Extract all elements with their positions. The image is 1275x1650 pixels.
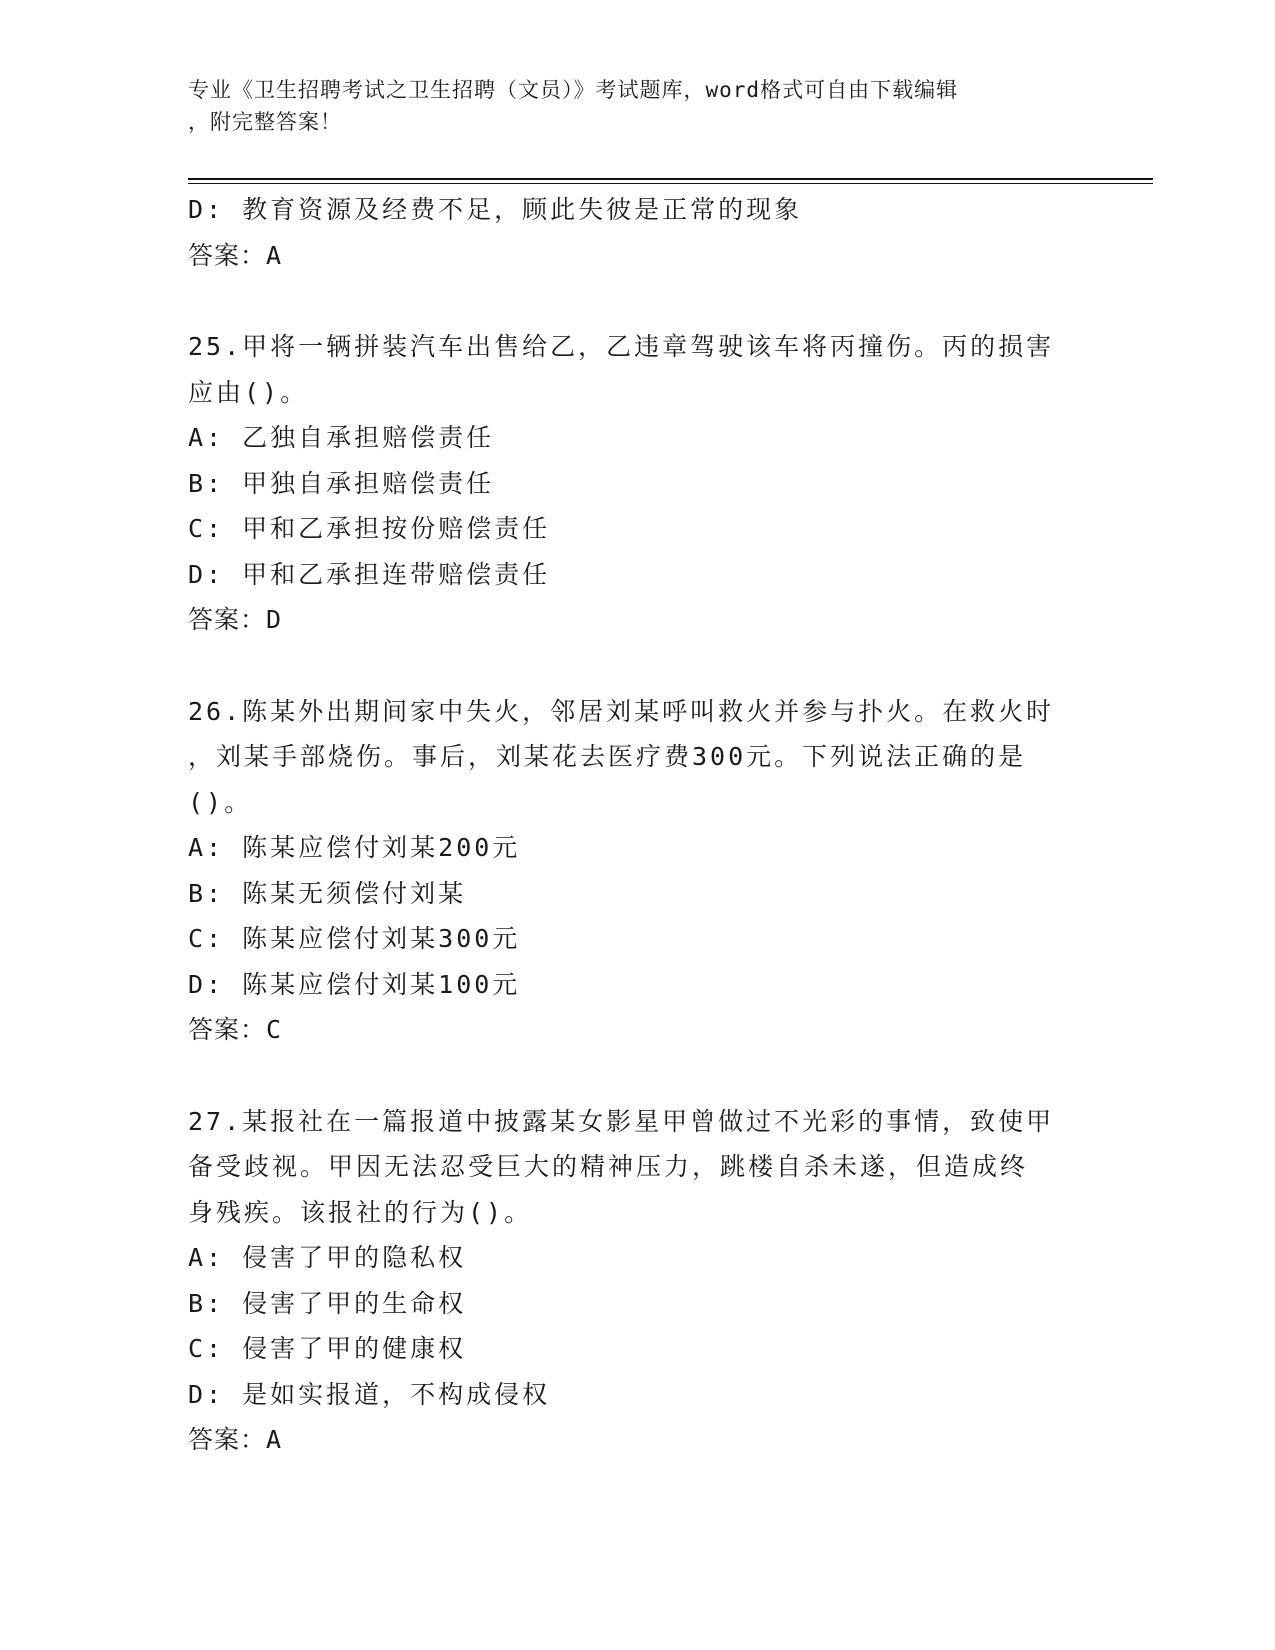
option-b: B: 侵害了甲的生命权 bbox=[188, 1288, 467, 1318]
option-b: B: 甲独自承担赔偿责任 bbox=[188, 468, 495, 498]
question-stem-line: 备受歧视。甲因无法忍受巨大的精神压力，跳楼自杀未遂，但造成终 bbox=[188, 1152, 1029, 1181]
page-header bbox=[188, 74, 1068, 138]
answer-line: 答案：A bbox=[188, 240, 283, 270]
header-divider-thick bbox=[188, 178, 1153, 180]
header-divider-thin bbox=[188, 183, 1153, 184]
answer-line: 答案：A bbox=[188, 1425, 283, 1454]
question-27 bbox=[188, 1099, 1088, 1463]
option-d: D: 陈某应偿付刘某100元 bbox=[188, 969, 521, 999]
question-stem-line: 27.某报社在一篇报道中披露某女影星甲曾做过不光彩的事情，致使甲 bbox=[188, 1106, 1055, 1136]
option-d: D: 甲和乙承担连带赔偿责任 bbox=[188, 559, 551, 589]
question-list bbox=[188, 187, 1088, 1463]
question-stem-line: 26.陈某外出期间家中失火，邻居刘某呼叫救火并参与扑火。在救火时 bbox=[188, 696, 1055, 726]
answer-line: 答案：C bbox=[188, 1015, 283, 1044]
spacer bbox=[188, 643, 1088, 689]
question-stem-line: ，刘某手部烧伤。事后，刘某花去医疗费300元。下列说法正确的是 bbox=[188, 742, 1027, 771]
option-c: C: 甲和乙承担按份赔偿责任 bbox=[188, 514, 551, 543]
question-26 bbox=[188, 689, 1088, 1053]
header-line-2: ，附完整答案！ bbox=[188, 110, 342, 134]
option-a: A: 乙独自承担赔偿责任 bbox=[188, 423, 495, 452]
previous-question-tail bbox=[188, 187, 1088, 278]
answer-line: 答案：D bbox=[188, 605, 283, 634]
spacer bbox=[188, 1053, 1088, 1099]
option-c: C: 陈某应偿付刘某300元 bbox=[188, 924, 521, 953]
option-b: B: 陈某无须偿付刘某 bbox=[188, 878, 467, 908]
option-d: D: 教育资源及经费不足，顾此失彼是正常的现象 bbox=[188, 195, 803, 224]
question-stem-line: 应由()。 bbox=[188, 377, 309, 407]
question-stem-line: 25.甲将一辆拼装汽车出售给乙，乙违章驾驶该车将丙撞伤。丙的损害 bbox=[188, 332, 1055, 361]
spacer bbox=[188, 278, 1088, 324]
question-stem-line: ()。 bbox=[188, 787, 253, 817]
header-line-1: 专业《卫生招聘考试之卫生招聘（文员）》考试题库，word格式可自由下载编辑 bbox=[188, 78, 959, 102]
option-d: D: 是如实报道，不构成侵权 bbox=[188, 1379, 551, 1409]
option-a: A: 侵害了甲的隐私权 bbox=[188, 1243, 467, 1272]
option-a: A: 陈某应偿付刘某200元 bbox=[188, 833, 521, 862]
question-stem-line: 身残疾。该报社的行为()。 bbox=[188, 1197, 533, 1227]
question-25 bbox=[188, 324, 1088, 643]
option-c: C: 侵害了甲的健康权 bbox=[188, 1334, 467, 1363]
